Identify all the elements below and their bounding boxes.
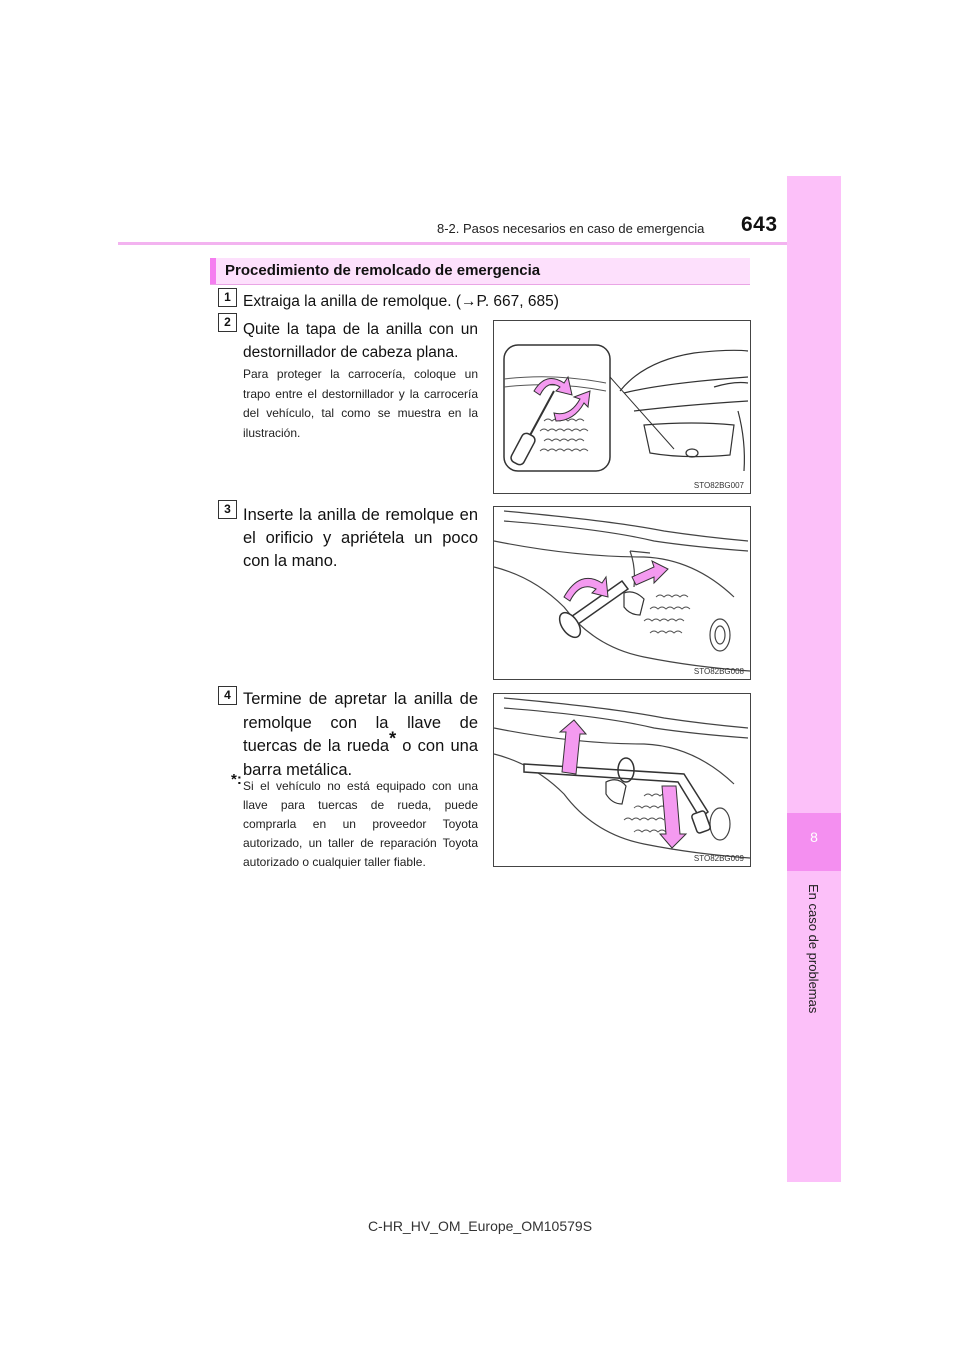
chapter-side-tab: [787, 176, 841, 1182]
illustration-remove-cap: [494, 321, 750, 493]
footnote-mark: *:: [231, 771, 242, 788]
chapter-title: En caso de problemas: [806, 884, 821, 1014]
step-4-text: [243, 688, 478, 782]
step-4-asterisk: *: [389, 728, 397, 749]
step-badge-2: 2: [218, 313, 237, 332]
step-2-note: Para proteger la carrocería, coloque un trapo entre el destornillador y la carrocería del vehículo, tal como se muestra en la ilustración.: [243, 367, 478, 440]
step-3-text: Inserte la anilla de remolque en el orificio y apriétela un poco con la mano.: [243, 506, 478, 570]
figure-tighten-ring: [493, 693, 751, 867]
section-heading-accent: [210, 258, 216, 284]
figure-code: STO82BG009: [693, 854, 744, 863]
step-2-text: Quite la tapa de la anilla con un destornillador de cabeza plana.: [243, 321, 478, 361]
step-4-text-tail: o con una barra metálica.: [243, 737, 478, 779]
step-badge-4: 4: [218, 686, 237, 705]
page-number: 643: [741, 213, 778, 236]
figure-code: STO82BG007: [693, 481, 744, 490]
illustration-tighten-ring: [494, 694, 750, 866]
header-rule: [118, 242, 840, 245]
illustration-insert-ring: [494, 507, 750, 679]
section-heading-underline: [210, 284, 750, 285]
figure-remove-cap: [493, 320, 751, 494]
section-title: Procedimiento de remolcado de emergencia: [225, 262, 541, 279]
chapter-number: 8: [810, 829, 818, 845]
step-1-text: Extraiga la anilla de remolque. (→P. 667, 685): [243, 293, 559, 310]
step-badge-1: 1: [218, 288, 237, 307]
document-footer-id: C-HR_HV_OM_Europe_OM10579S: [367, 1218, 593, 1234]
figure-code: STO82BG008: [693, 667, 744, 676]
figure-insert-ring: [493, 506, 751, 680]
step-badge-3: 3: [218, 500, 237, 519]
running-header-section: 8-2. Pasos necesarios en caso de emergencia: [437, 221, 705, 236]
step-4-footnote: Si el vehículo no está equipado con una llave para tuercas de rueda, puede comprarla en un proveedor Toyota autorizado, un taller de reparación Toyota autorizado o cualquier taller fiable.: [243, 779, 478, 869]
step-4-text-main: Termine de apretar la anilla de remolque con la llave de tuercas de la rueda: [243, 690, 478, 755]
